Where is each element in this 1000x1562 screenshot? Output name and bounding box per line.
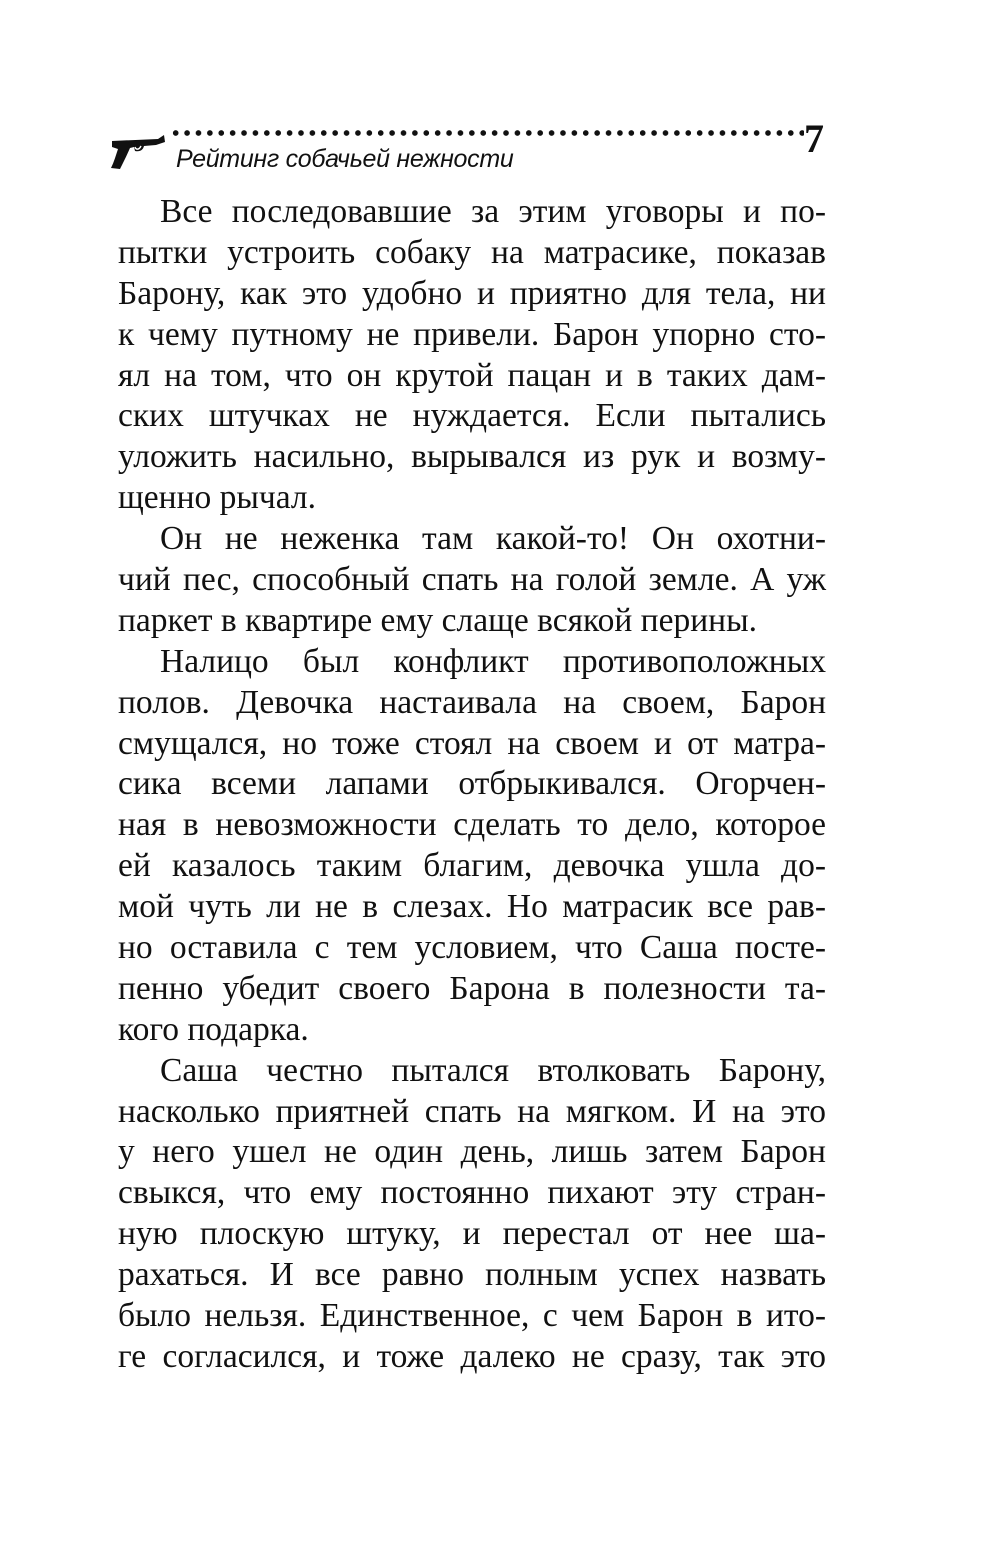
text-line: ей казалось таким благим, девочка ушла до-: [118, 847, 826, 885]
text-line: свыкся, что ему постоянно пихают эту стран-: [118, 1174, 826, 1212]
text-line: паркет в квартире ему слаще всякой перины.: [118, 601, 757, 639]
text-line: было нельзя. Единственное, с чем Барон в ито-: [118, 1297, 826, 1335]
text-line: сика всеми лапами отбрыкивался. Огорчен-: [118, 765, 826, 803]
text-line: уложить насильно, вырывался из рук и возму-: [118, 438, 826, 476]
text-line: мой чуть ли не в слезах. Но матрасик все рав-: [118, 888, 826, 926]
text-line: ял на том, что он крутой пацан и в таких дам-: [118, 356, 826, 394]
page-number: 7: [804, 116, 824, 161]
text-line: Барону, как это удобно и приятно для тела, ни: [118, 274, 826, 312]
paragraph: [118, 519, 826, 642]
text-line: но оставила с тем условием, что Саша посте-: [118, 929, 826, 967]
text-line: Он не неженка там какой-то! Он охотни-: [160, 520, 826, 558]
text-line: ная в невозможности сделать то дело, которое: [118, 806, 826, 844]
text-line: насколько приятней спать на мягком. И на это: [118, 1092, 826, 1130]
text-line: пенно убедит своего Барона в полезности та-: [118, 969, 826, 1007]
text-line: смущался, но тоже стоял на своем и от матра-: [118, 724, 826, 762]
text-line: ную плоскую штуку, и перестал от нее ша-: [118, 1215, 826, 1253]
text-line: ге согласился, и тоже далеко не сразу, так это: [118, 1337, 826, 1375]
running-title: Рейтинг собачьей нежности: [176, 145, 514, 173]
text-line: пытки устроить собаку на матрасике, показав: [118, 233, 826, 271]
paragraph: [118, 1051, 826, 1378]
running-header: [108, 116, 828, 185]
text-line: полов. Девочка настаивала на своем, Барон: [118, 683, 826, 721]
text-line: у него ушел не один день, лишь затем Барон: [118, 1133, 826, 1171]
text-line: Саша честно пытался втолковать Барону,: [160, 1051, 826, 1089]
text-line: Налицо был конфликт противоположных: [160, 642, 826, 680]
paragraph: [118, 192, 826, 519]
text-line: Все последовавшие за этим уговоры и по-: [160, 193, 826, 230]
text-line: кого подарка.: [118, 1010, 309, 1048]
body-text: [118, 192, 826, 1378]
text-line: чий пес, способный спать на голой земле. А уж: [118, 561, 826, 599]
text-line: щенно рычал.: [118, 479, 317, 517]
revolver-icon: [108, 131, 166, 171]
text-line: ских штучках не нуждается. Если пытались: [118, 397, 826, 435]
paragraph: [118, 642, 826, 1051]
text-line: рахаться. И все равно полным успех назвать: [118, 1256, 826, 1294]
dotted-rule: [170, 129, 804, 137]
text-line: к чему путному не привели. Барон упорно сто-: [118, 315, 826, 353]
